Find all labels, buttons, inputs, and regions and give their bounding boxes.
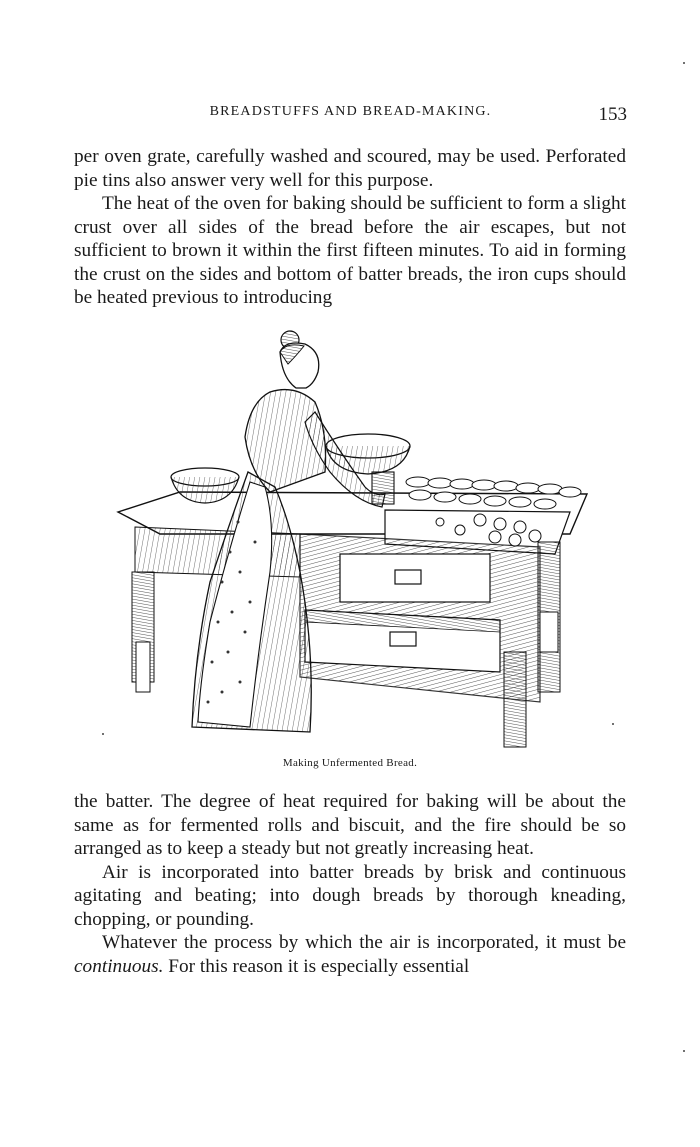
text-block-top: [74, 145, 626, 310]
paragraph: the batter. The degree of heat required for baking will be about the same as for fermented rolls and biscuit, and the fire should be so arranged as to keep a steady but not greatly increasing heat.: [74, 791, 626, 859]
running-title: BREADSTUFFS AND BREAD-MAKING.: [209, 104, 492, 119]
print-speck: [612, 723, 614, 725]
text-block-bottom: [74, 790, 626, 978]
paragraph: The heat of the oven for baking should be sufficient to form a slight crust over all sides of the bread before the air escapes, but not sufficient to brown it within the first fifteen minutes. To aid in forming the crust on the sides and bottom of batter breads, the iron cups should be heated previous to introducing: [74, 193, 626, 308]
paragraph: Air is incorporated into batter breads by brisk and continuous agitating and beating; into dough breads by thorough kneading, chopping, or pounding.: [74, 861, 626, 930]
paragraph-text: Whatever the process by which the air is incorporated, it must be: [102, 932, 626, 953]
emphasized-word: continuous.: [74, 955, 164, 977]
paragraph: per oven grate, carefully washed and scoured, may be used. Perforated pie tins also answer very well for this purpose.: [74, 146, 626, 191]
figure-caption: Making Unfermented Bread.: [282, 757, 418, 769]
print-speck: [102, 733, 104, 735]
paragraph: [74, 931, 626, 978]
paragraph-text: For this reason it is especially essential: [163, 955, 470, 977]
page-number: 153: [598, 104, 627, 125]
print-speck: [683, 1050, 685, 1052]
running-head: [74, 104, 627, 126]
print-speck: [683, 62, 685, 64]
engraving-illustration: [100, 322, 620, 752]
